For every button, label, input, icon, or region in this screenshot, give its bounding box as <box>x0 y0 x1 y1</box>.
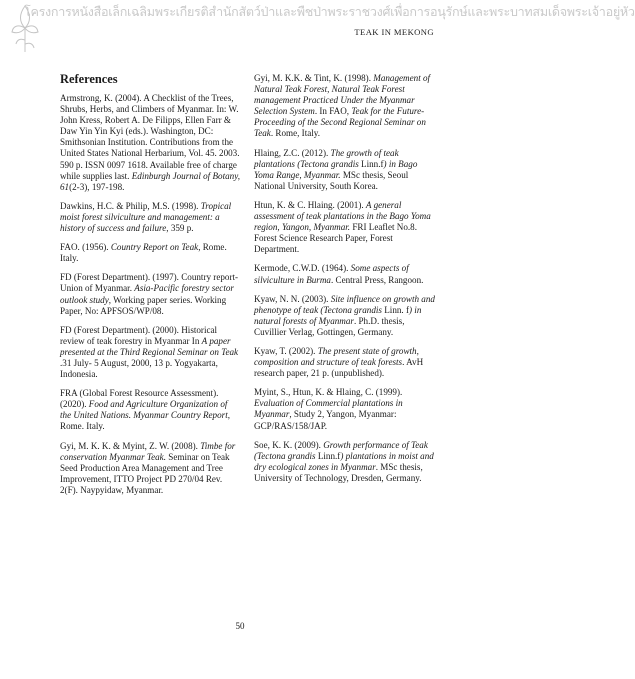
header-watermark-text: โครงการหนังสือเล็กเฉลิมพระเกียรติสำนักสัตว์ป่าและพืชป่าพระราชวงศ์เพื่อการอนุรักษ์และพระบาทสมเด็จพระเจ้าอยู่หัว <box>24 4 635 19</box>
reference-text: . AvH research paper, 21 p. (unpublished). <box>254 357 424 379</box>
reference-text: , Rome. Italy. <box>60 242 227 264</box>
reference-text: Linn.f <box>315 450 341 461</box>
reference-entry <box>254 73 436 140</box>
reference-text: Hlaing, Z.C. (2012). <box>254 147 331 158</box>
reference-title: Edinburgh Journal of Botany, 61 <box>60 170 241 192</box>
reference-text: Seminar on Teak Seed Production Area Management and Tree Improvement, ITTO Project PD 270/04 Rev. 2(F). Naypyidaw, Myanmar. <box>60 451 230 495</box>
reference-title: A general assessment of teak plantations in the Bago Yoma region, Yangon, Myanmar. <box>254 199 431 233</box>
reference-title: Site influence on growth and phenotype of teak (Tectona grandis <box>254 293 435 315</box>
reference-entry <box>60 272 240 316</box>
reference-title: Tropical moist forest silviculture and management: a history of success and failure <box>60 200 232 234</box>
page-number: 50 <box>235 621 245 631</box>
reference-text: , Working paper series. Working Paper, No: APFSOS/WP/08. <box>60 294 227 316</box>
reference-entry <box>60 201 240 234</box>
reference-text: Kermode, C.W.D. (1964). <box>254 263 351 274</box>
page-header <box>0 0 635 60</box>
reference-text: . MSc thesis, University of Technology, Dresden, Germany. <box>254 461 423 483</box>
reference-entry <box>254 263 436 285</box>
reference-text: FRI Leaflet No.8. Forest Science Research Paper, Forest Department. <box>254 222 418 255</box>
reference-title: Asia-Pacific forestry sector outlook study <box>60 283 234 305</box>
reference-title: Food and Agriculture Organization of the United Nations. Myanmar Country Report <box>60 399 228 421</box>
reference-title: Country Report on Teak <box>110 242 199 253</box>
reference-text: Kyaw, N. N. (2003). <box>254 293 331 304</box>
reference-title: ) in Bago Yoma Range, Myanmar. <box>254 158 418 180</box>
reference-text: . Central Press, Rangoon. <box>330 274 424 285</box>
reference-text: , 359 p. <box>166 223 194 234</box>
reference-text: . Ph.D. thesis, Cuvillier Verlag, Gottingen, Germany. <box>254 315 405 337</box>
reference-entry <box>254 200 436 255</box>
reference-title: Some aspects of silviculture in Burma <box>254 263 409 285</box>
reference-entry <box>254 387 436 431</box>
reference-title: Growth performance of Teak (Tectona grandis <box>254 439 428 461</box>
reference-text: Armstrong, K. (2004). A Checklist of the Trees, Shrubs, Herbs, and Climbers of Myanmar. In: W. John Kress, Robert A. De Filipps, Ellen Farr & Daw Yin Yin Kyi (eds.). Washington, DC: Smithsonian Institution. Contributions from the United States National Herbarium, Vol. 45. 2003. 590 p. ISSN 0097 1618. Available free of charge while supplies last. <box>60 93 240 181</box>
reference-entry <box>254 148 436 192</box>
reference-text: (2-3), 197-198. <box>69 181 125 192</box>
reference-text: Soe, K. K. (2009). <box>254 439 324 450</box>
reference-text: . Rome, Italy. <box>270 128 321 139</box>
reference-text: , Rome. Italy. <box>60 410 230 432</box>
reference-title: Evaluation of Commercial plantations in Myanmar <box>254 398 403 420</box>
reference-text: , Study 2, Yangon, Myanmar: GCP/RAS/158/JAP. <box>254 409 397 431</box>
reference-text: FD (Forest Department). (2000). Historical review of teak forestry in Myanmar In <box>60 324 218 346</box>
references-heading: References <box>60 72 118 86</box>
reference-title: Management of Natural Teak Forest, Natural Teak Forest management Practiced Under the Myanmar Selection System <box>254 73 431 117</box>
reference-title: Timbe for conservation Myanmar Teak. <box>60 440 236 462</box>
reference-list-left <box>60 93 240 496</box>
reference-text: . In FAO, <box>314 106 352 117</box>
reference-text: FAO. (1956). <box>60 242 111 253</box>
reference-text: MSc thesis, Seoul National University, South Korea. <box>254 169 409 191</box>
reference-text: Myint, S., Htun, K. & Hlaing, C. (1999). <box>254 387 403 398</box>
reference-text: FD (Forest Department). (1997). Country report- Union of Myanmar. <box>60 272 239 294</box>
reference-entry <box>60 93 240 193</box>
reference-entry <box>254 346 436 379</box>
reference-list-right <box>254 73 436 484</box>
reference-text: Kyaw, T. (2002). <box>254 345 318 356</box>
reference-entry <box>60 441 240 496</box>
reference-entry <box>60 325 240 380</box>
reference-text: Gyi, M. K.K. & Tint, K. (1998). <box>254 73 374 83</box>
reference-title: The growth of teak plantations (Tectona grandis <box>254 147 399 169</box>
reference-entry <box>254 440 436 484</box>
reference-title: ) plantations in moist and dry ecological zones in Myanmar <box>254 450 434 472</box>
reference-text: Dawkins, H.C. & Philip, M.S. (1998). <box>60 200 201 211</box>
reference-text: Linn.f <box>358 158 384 169</box>
reference-text: .31 July- 5 August, 2000, 13 p. Yogyakarta, Indonesia. <box>60 357 218 380</box>
running-head: TEAK IN MEKONG <box>354 27 434 37</box>
reference-entry <box>60 242 240 264</box>
reference-entry <box>254 294 436 338</box>
reference-title: ) in natural forests of Myanmar <box>254 304 422 326</box>
reference-text: Htun, K. & C. Hlaing. (2001). <box>254 199 366 210</box>
reference-text: FRA (Global Forest Resource Assessment). (2020). <box>60 388 219 410</box>
references-column-left <box>60 72 240 504</box>
reference-text: Gyi, M. K. K. & Myint, Z. W. (2008). <box>60 440 201 451</box>
reference-entry <box>60 388 240 432</box>
reference-title: The present state of growth, composition and structure of teak forests <box>254 345 419 368</box>
references-column-right <box>254 73 436 492</box>
reference-text: Linn. f <box>381 304 409 315</box>
reference-title: A paper presented at the Third Regional Seminar on Teak <box>60 335 239 357</box>
reference-title: Teak for the Future-Proceeding of the Second Regional Seminar on Teak <box>254 106 426 139</box>
